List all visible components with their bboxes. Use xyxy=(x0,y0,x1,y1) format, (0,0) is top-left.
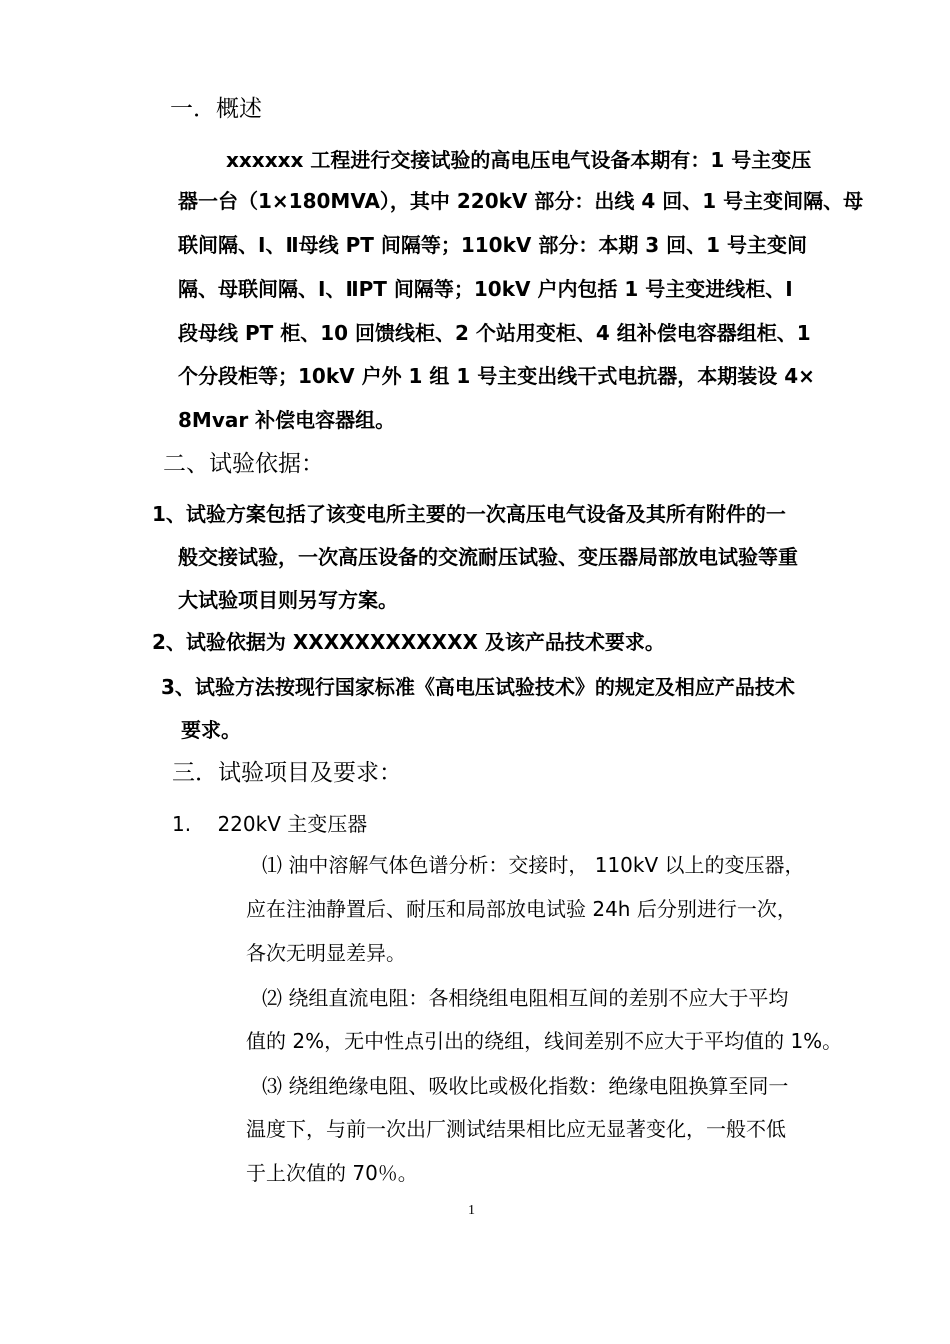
overview-line-5: 段母线 PT 柜、10 回馈线柜、2 个站用变柜、4 组补偿电容器组柜、1 xyxy=(178,321,811,345)
basis-line-6: 要求。 xyxy=(181,718,241,742)
section-heading-basis: 二、试验依据： xyxy=(163,451,324,477)
overview-line-4: 隔、母联间隔、Ⅰ、ⅡPT 间隔等；10kV 户内包括 1 号主变进线柜、Ⅰ xyxy=(178,277,793,301)
overview-line-7: 8Mvar 补偿电容器组。 xyxy=(178,408,396,432)
page-number: 1 xyxy=(468,1203,475,1218)
overview-line-3: 联间隔、Ⅰ、Ⅱ母线 PT 间隔等；110kV 部分：本期 3 回、1 号主变间 xyxy=(178,233,808,257)
overview-line-6: 个分段柜等；10kV 户外 1 组 1 号主变出线干式电抗器，本期装设 4× xyxy=(178,364,815,388)
item-line-5: 值的 2%，无中性点引出的绕组，线间差别不应大于平均值的 1%。 xyxy=(246,1029,843,1053)
item-line-4: ⑵ 绕组直流电阻：各相绕组电阻相互间的差别不应大于平均 xyxy=(262,986,789,1010)
overview-line-2: 器一台（1×180MVA），其中 220kV 部分：出线 4 回、1 号主变间隔、母 xyxy=(178,189,864,213)
item-transformer-title: 1. 220kV 主变压器 xyxy=(172,812,368,836)
basis-line-1: 1、试验方案包括了该变电所主要的一次高压电气设备及其所有附件的一 xyxy=(152,502,786,526)
item-line-3: 各次无明显差异。 xyxy=(246,941,406,965)
basis-line-2: 般交接试验，一次高压设备的交流耐压试验、变压器局部放电试验等重 xyxy=(178,545,798,569)
basis-line-4: 2、试验依据为 XXXXXXXXXXXX 及该产品技术要求。 xyxy=(152,630,665,654)
section-heading-overview: 一．概述 xyxy=(170,96,262,122)
item-line-8: 于上次值的 70％。 xyxy=(246,1161,418,1185)
item-line-7: 温度下，与前一次出厂测试结果相比应无显著变化，一般不低 xyxy=(246,1117,786,1141)
basis-line-5: 3、试验方法按现行国家标准《高电压试验技术》的规定及相应产品技术 xyxy=(161,675,795,699)
item-line-2: 应在注油静置后、耐压和局部放电试验 24h 后分别进行一次， xyxy=(246,897,797,921)
item-line-1: ⑴ 油中溶解气体色谱分析：交接时， 110kV 以上的变压器， xyxy=(262,853,805,877)
section-heading-items: 三．试验项目及要求： xyxy=(172,760,402,786)
overview-line-1: xxxxxx 工程进行交接试验的高电压电气设备本期有：1 号主变压 xyxy=(226,148,812,172)
basis-line-3: 大试验项目则另写方案。 xyxy=(178,588,398,612)
item-line-6: ⑶ 绕组绝缘电阻、吸收比或极化指数：绝缘电阻换算至同一 xyxy=(262,1074,789,1098)
